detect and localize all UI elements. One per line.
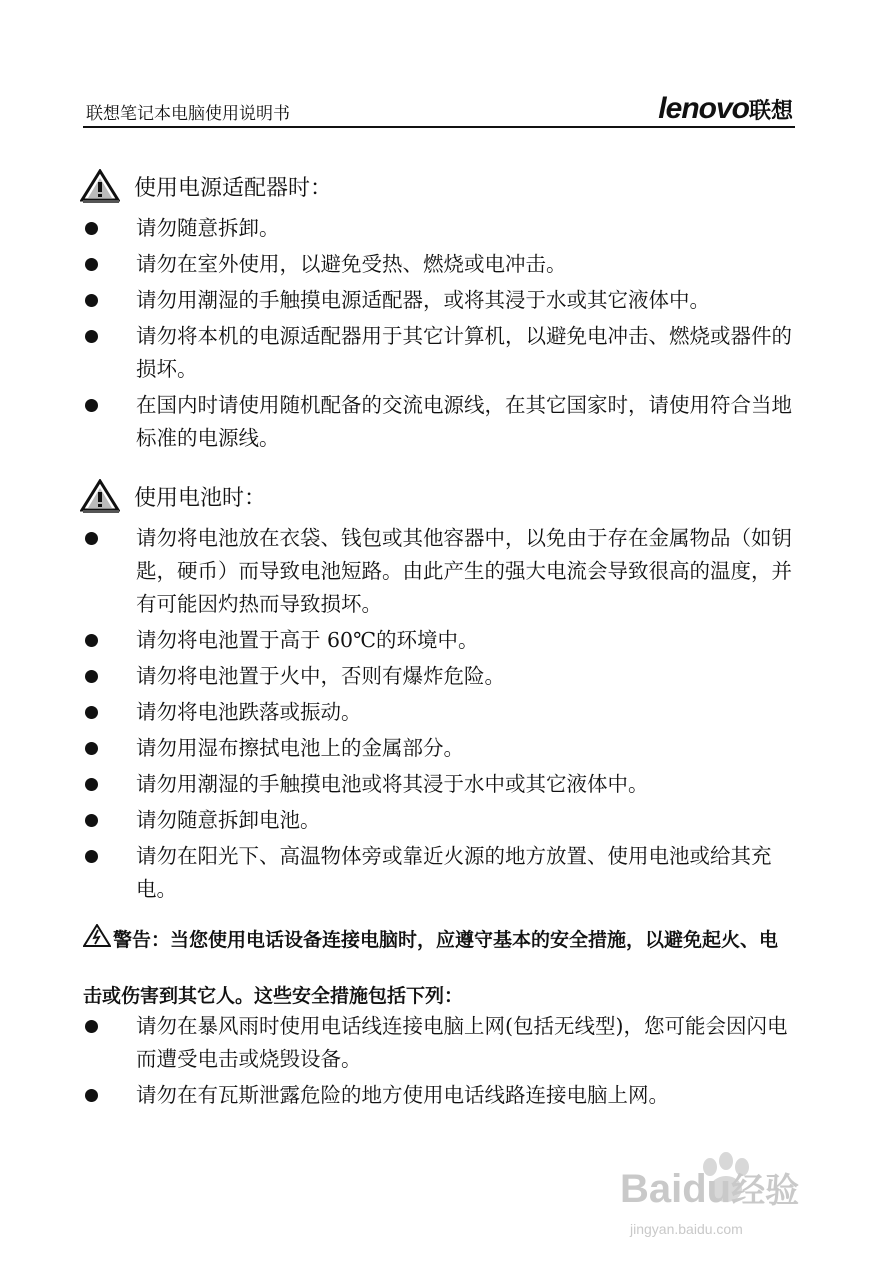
page-header [83, 90, 795, 128]
telephone-list [85, 1010, 795, 1115]
electric-warning-icon [83, 924, 111, 948]
baidu-jingyan-watermark: Baidu经验 jingyan.baidu.com [612, 1155, 832, 1255]
list-item: 请勿在有瓦斯泄露危险的地方使用电话线路连接电脑上网。 [85, 1079, 795, 1112]
list-item: 在国内时请使用随机配备的交流电源线，在其它国家时，请使用符合当地标准的电源线。 [85, 389, 795, 455]
document-title: 联想笔记本电脑使用说明书 [86, 104, 290, 124]
list-item: 请勿随意拆卸。 [85, 212, 795, 245]
list-item: 请勿将电池跌落或振动。 [85, 696, 795, 729]
list-item: 请勿将电池置于高于 60℃的环境中。 [85, 624, 795, 657]
telephone-warning: 警告：当您使用电话设备连接电脑时，应遵守基本的安全措施，以避免起火、电击或伤害到其它人。这些安全措施包括下列： [83, 912, 795, 1024]
list-item: 请勿随意拆卸电池。 [85, 804, 795, 837]
list-item: 请勿将本机的电源适配器用于其它计算机，以避免电冲击、燃烧或器件的损坏。 [85, 320, 795, 386]
section-heading-battery: 使用电池时： [80, 476, 266, 516]
warning-triangle-icon [80, 479, 120, 513]
warning-triangle-icon [80, 169, 120, 203]
list-item: 请勿用湿布擦拭电池上的金属部分。 [85, 732, 795, 765]
section-heading-adapter: 使用电源适配器时： [80, 166, 332, 206]
list-item: 请勿在阳光下、高温物体旁或靠近火源的地方放置、使用电池或给其充电。 [85, 840, 795, 906]
lenovo-logo: lenovo联想 [658, 92, 793, 125]
list-item: 请勿将电池放在衣袋、钱包或其他容器中，以免由于存在金属物品（如钥匙，硬币）而导致电池短路。由此产生的强大电流会导致很高的温度，并有可能因灼热而导致损坏。 [85, 522, 795, 621]
list-item: 请勿在室外使用，以避免受热、燃烧或电冲击。 [85, 248, 795, 281]
list-item: 请勿将电池置于火中，否则有爆炸危险。 [85, 660, 795, 693]
adapter-list [85, 212, 795, 458]
battery-list [85, 522, 795, 909]
list-item: 请勿用潮湿的手触摸电源适配器，或将其浸于水或其它液体中。 [85, 284, 795, 317]
list-item: 请勿用潮湿的手触摸电池或将其浸于水中或其它液体中。 [85, 768, 795, 801]
list-item: 请勿在暴风雨时使用电话线连接电脑上网(包括无线型)，您可能会因闪电而遭受电击或烧毁设备。 [85, 1010, 795, 1076]
